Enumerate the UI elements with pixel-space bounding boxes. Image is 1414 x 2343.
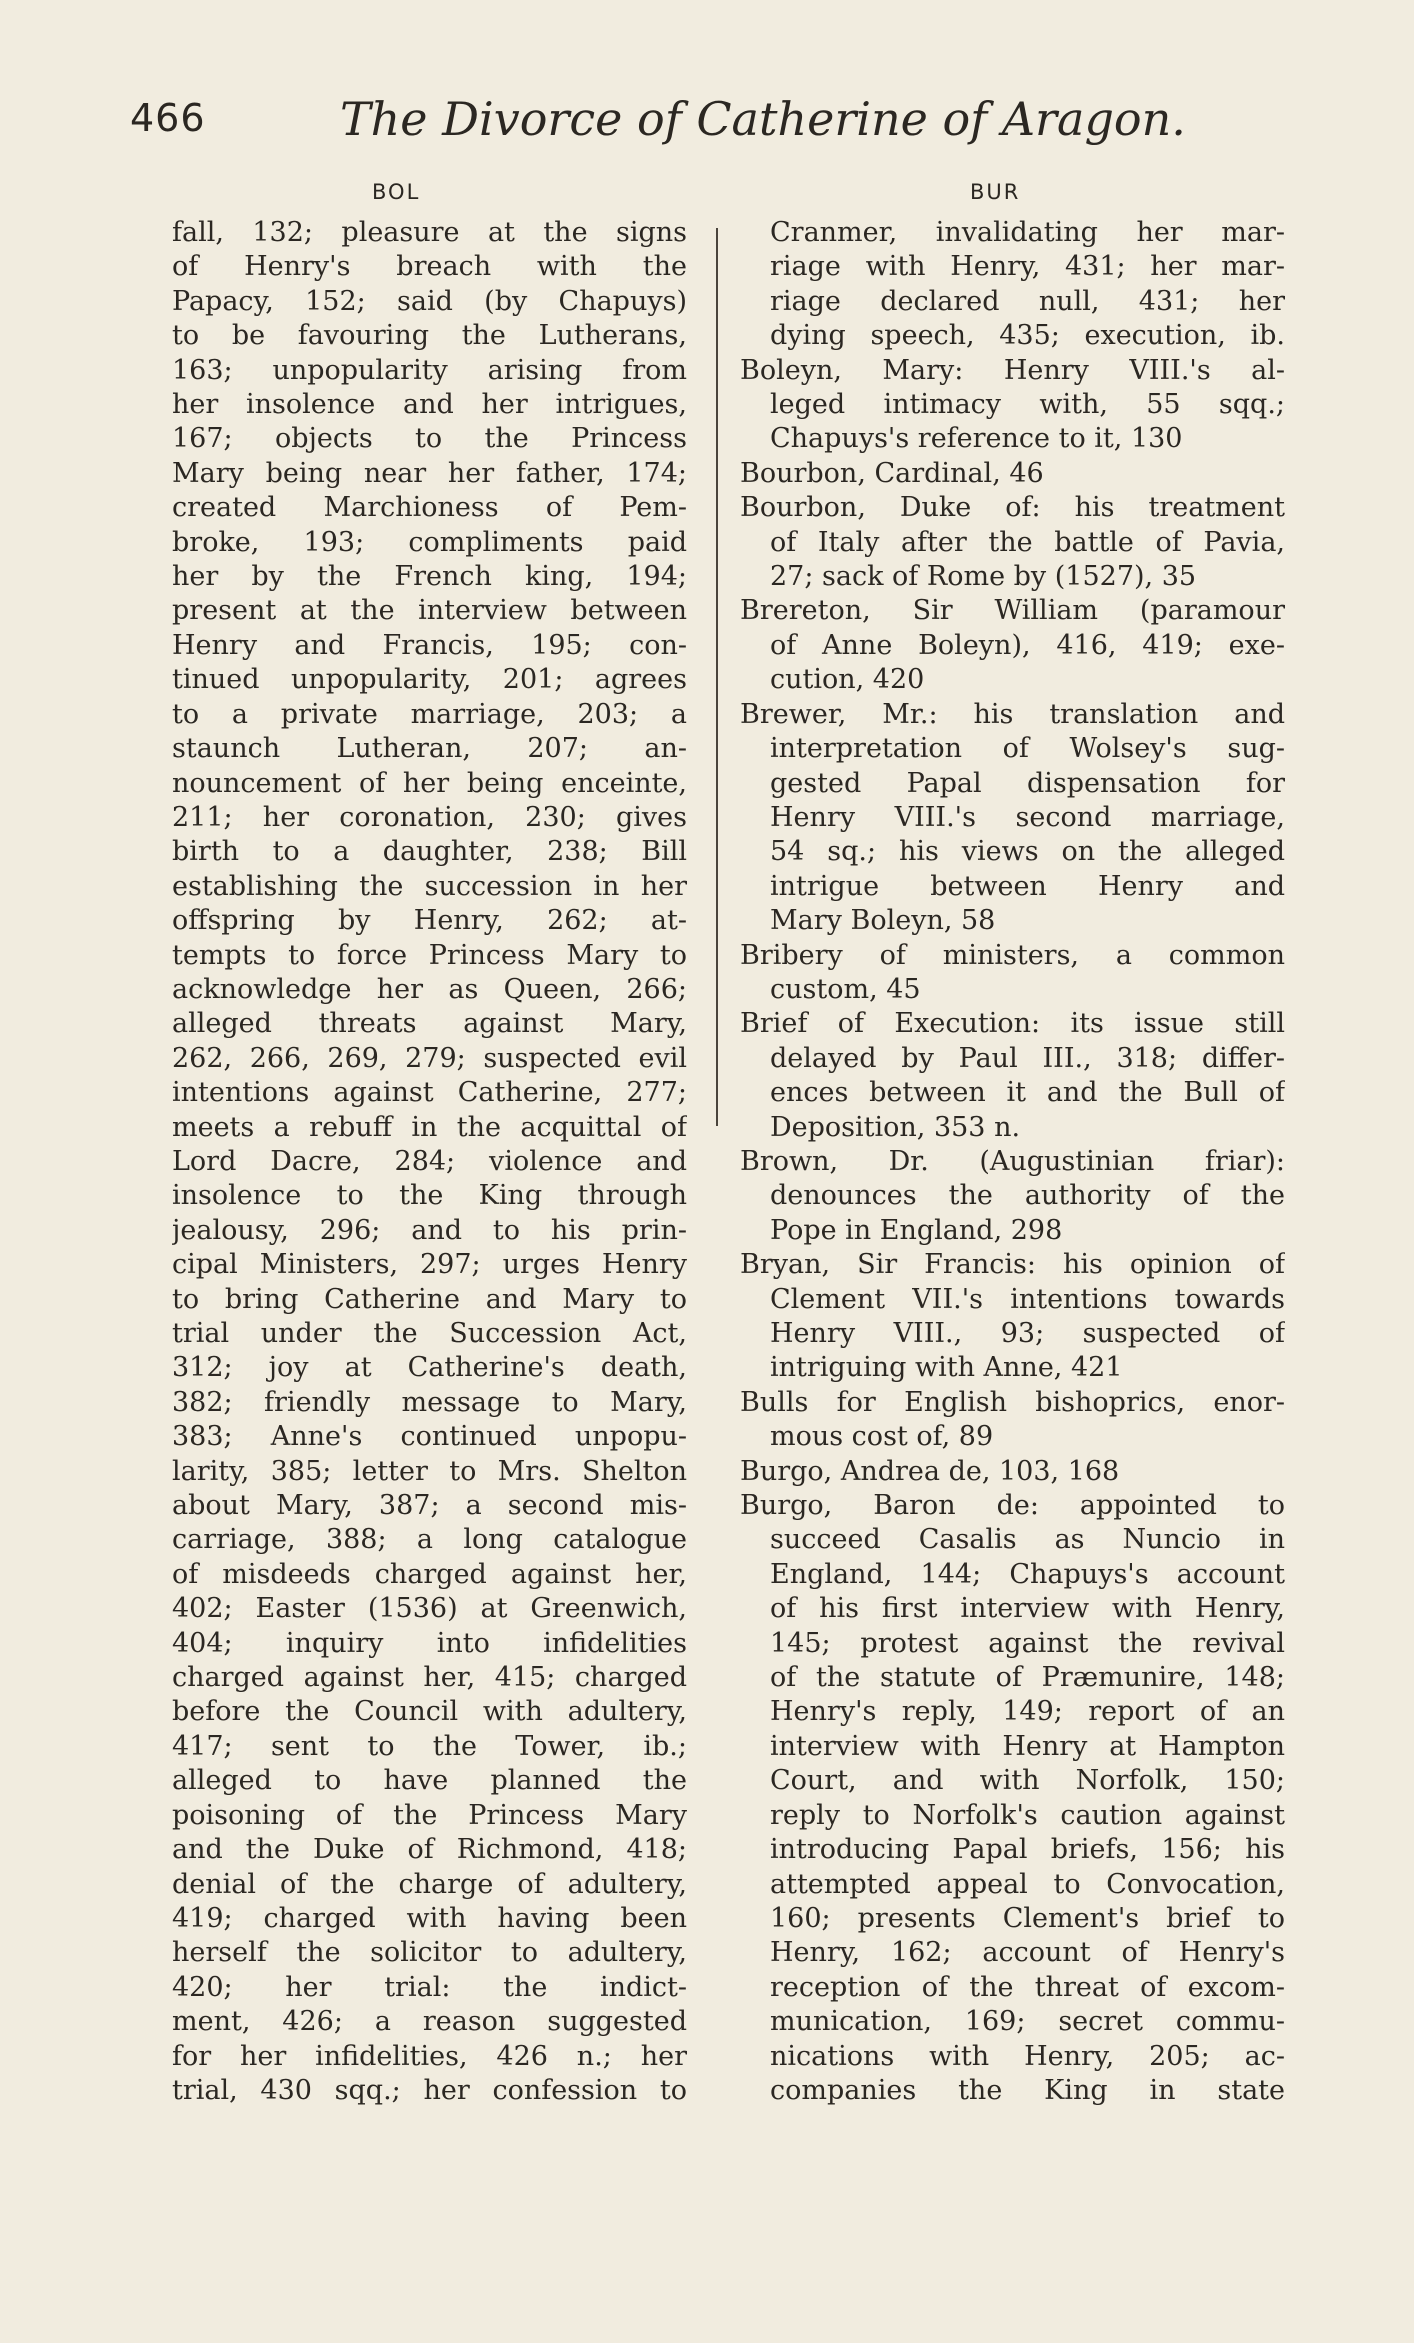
index-line: Bulls for English bishoprics, enor-: [740, 1386, 1285, 1418]
index-line: riage declared null, 431; her: [770, 285, 1285, 317]
index-line: present at the interview between: [172, 595, 687, 627]
index-line: before the Council with adultery,: [172, 1696, 687, 1728]
index-line: interpretation of Wolsey's sug-: [770, 733, 1285, 765]
index-line: denial of the charge of adultery,: [172, 1868, 687, 1900]
index-line: 163; unpopularity arising from: [172, 354, 687, 386]
index-line: fall, 132; pleasure at the signs: [172, 217, 687, 248]
index-line: Brewer, Mr.: his translation and: [740, 698, 1285, 730]
index-line: intentions against Catherine, 277;: [172, 1077, 687, 1109]
index-line: Henry's reply, 149; report of an: [770, 1696, 1285, 1728]
index-line: tinued unpopularity, 201; agrees: [172, 664, 687, 696]
index-line: Burgo, Andrea de, 103, 168: [740, 1455, 1120, 1487]
index-line: about Mary, 387; a second mis-: [172, 1490, 687, 1522]
index-line: nouncement of her being enceinte,: [172, 767, 687, 799]
index-line: companies the King in state: [770, 2074, 1285, 2106]
page-number: 466: [130, 96, 206, 140]
index-line: meets a rebuff in the acquittal of: [172, 1111, 687, 1143]
index-line: ment, 426; a reason suggested: [172, 2006, 687, 2038]
index-line: 419; charged with having been: [172, 1902, 687, 1934]
index-line: Boleyn, Mary: Henry VIII.'s al-: [740, 354, 1285, 386]
index-line: offspring by Henry, 262; at-: [172, 905, 687, 937]
index-line: Henry VIII.'s second marriage,: [770, 801, 1285, 833]
index-line: succeed Casalis as Nuncio in: [770, 1524, 1285, 1556]
index-line: 382; friendly message to Mary,: [172, 1386, 687, 1418]
index-line: Burgo, Baron de: appointed to: [740, 1490, 1285, 1522]
index-line: for her infidelities, 426 n.; her: [172, 2040, 687, 2072]
index-line: Cranmer, invalidating her mar-: [770, 217, 1285, 248]
index-line: 27; sack of Rome by (1527), 35: [770, 561, 1197, 593]
catchword-right: BUR: [970, 180, 1021, 204]
index-line: Mary being near her father, 174;: [172, 457, 687, 489]
index-line: poisoning of the Princess Mary: [172, 1799, 687, 1831]
index-line: Pope in England, 298: [770, 1214, 1063, 1246]
column-divider: [716, 228, 718, 1126]
index-line: charged against her, 415; charged: [172, 1662, 687, 1694]
running-header: [130, 92, 1290, 166]
index-line: and the Duke of Richmond, 418;: [172, 1834, 687, 1866]
index-line: Henry and Francis, 195; con-: [172, 629, 687, 661]
index-line: larity, 385; letter to Mrs. Shelton: [172, 1455, 687, 1487]
index-line: munication, 169; secret commu-: [770, 2006, 1285, 2038]
index-line: jealousy, 296; and to his prin-: [172, 1214, 687, 1246]
index-line: of Henry's breach with the: [172, 251, 687, 283]
index-line: establishing the succession in her: [172, 870, 687, 902]
index-line: 420; her trial: the indict-: [172, 1971, 687, 2003]
index-line: dying speech, 435; execution, ib.: [770, 320, 1285, 352]
index-column-left: [172, 216, 687, 2108]
catchword-left: BOL: [372, 180, 421, 204]
index-line: her insolence and her intrigues,: [172, 389, 687, 421]
index-line: 211; her coronation, 230; gives: [172, 801, 687, 833]
index-line: Henry, 162; account of Henry's: [770, 1937, 1285, 1969]
index-line: intriguing with Anne, 421: [770, 1352, 1123, 1384]
index-line: 167; objects to the Princess: [172, 423, 687, 455]
index-line: 312; joy at Catherine's death,: [172, 1352, 687, 1384]
index-line: 402; Easter (1536) at Greenwich,: [172, 1593, 687, 1625]
index-line: reply to Norfolk's caution against: [770, 1799, 1285, 1831]
index-line: 404; inquiry into infidelities: [172, 1627, 687, 1659]
index-line: interview with Henry at Hampton: [770, 1730, 1285, 1762]
index-line: of his first interview with Henry,: [770, 1593, 1285, 1625]
index-line: birth to a daughter, 238; Bill: [172, 836, 687, 868]
index-line: trial, 430 sqq.; her confession to: [172, 2074, 687, 2106]
index-line: Clement VII.'s intentions towards: [770, 1283, 1285, 1315]
index-line: ences between it and the Bull of: [770, 1077, 1285, 1109]
index-line: 145; protest against the revival: [770, 1627, 1285, 1659]
index-line: Brown, Dr. (Augustinian friar):: [740, 1145, 1285, 1177]
index-line: introducing Papal briefs, 156; his: [770, 1834, 1285, 1866]
index-line: Bourbon, Cardinal, 46: [740, 457, 1044, 489]
index-line: England, 144; Chapuys's account: [770, 1558, 1285, 1590]
index-line: cipal Ministers, 297; urges Henry: [172, 1249, 687, 1281]
index-line: intrigue between Henry and: [770, 870, 1285, 902]
index-line: riage with Henry, 431; her mar-: [770, 251, 1285, 283]
index-line: Bribery of ministers, a common: [740, 939, 1285, 971]
index-line: to be favouring the Lutherans,: [172, 320, 687, 352]
index-line: nications with Henry, 205; ac-: [770, 2040, 1285, 2072]
index-line: 54 sq.; his views on the alleged: [770, 836, 1285, 868]
index-line: to bring Catherine and Mary to: [172, 1283, 687, 1315]
index-line: staunch Lutheran, 207; an-: [172, 733, 687, 765]
index-line: herself the solicitor to adultery,: [172, 1937, 687, 1969]
index-line: Bourbon, Duke of: his treatment: [740, 492, 1285, 524]
index-line: created Marchioness of Pem-: [172, 492, 687, 524]
index-line: of the statute of Præmunire, 148;: [770, 1662, 1285, 1694]
index-line: 383; Anne's continued unpopu-: [172, 1421, 687, 1453]
index-column-right: [740, 216, 1285, 2108]
index-line: trial under the Succession Act,: [172, 1318, 687, 1349]
index-line: Court, and with Norfolk, 150;: [770, 1765, 1285, 1797]
index-line: insolence to the King through: [172, 1180, 687, 1212]
index-line: of Italy after the battle of Pavia,: [770, 526, 1285, 558]
running-title: The Divorce of Catherine of Aragon.: [340, 92, 1186, 146]
index-line: cution, 420: [770, 664, 925, 696]
index-line: Brief of Execution: its issue still: [740, 1008, 1285, 1040]
index-line: 417; sent to the Tower, ib.;: [172, 1730, 687, 1762]
index-line: Mary Boleyn, 58: [770, 905, 996, 937]
index-line: acknowledge her as Queen, 266;: [172, 973, 687, 1005]
index-line: denounces the authority of the: [770, 1180, 1285, 1212]
index-line: Papacy, 152; said (by Chapuys): [172, 285, 687, 317]
index-line: to a private marriage, 203; a: [172, 698, 687, 730]
index-line: Henry VIII., 93; suspected of: [770, 1318, 1285, 1349]
index-line: Chapuys's reference to it, 130: [770, 423, 1183, 455]
index-line: 262, 266, 269, 279; suspected evil: [172, 1042, 687, 1074]
index-line: mous cost of, 89: [770, 1421, 994, 1453]
index-line: her by the French king, 194;: [172, 561, 687, 593]
index-line: carriage, 388; a long catalogue: [172, 1524, 687, 1556]
index-line: custom, 45: [770, 973, 921, 1005]
index-line: attempted appeal to Convocation,: [770, 1868, 1285, 1900]
index-line: of Anne Boleyn), 416, 419; exe-: [770, 629, 1285, 661]
index-line: reception of the threat of excom-: [770, 1971, 1285, 2003]
index-line: delayed by Paul III., 318; differ-: [770, 1042, 1285, 1074]
index-line: of misdeeds charged against her,: [172, 1558, 687, 1590]
index-line: 160; presents Clement's brief to: [770, 1902, 1285, 1934]
index-line: Bryan, Sir Francis: his opinion of: [740, 1249, 1285, 1281]
index-line: broke, 193; compliments paid: [172, 526, 687, 558]
index-line: leged intimacy with, 55 sqq.;: [770, 389, 1285, 421]
index-line: Brereton, Sir William (paramour: [740, 595, 1285, 627]
index-line: tempts to force Princess Mary to: [172, 939, 687, 971]
index-line: gested Papal dispensation for: [770, 767, 1285, 799]
index-line: alleged threats against Mary,: [172, 1008, 687, 1040]
index-line: Lord Dacre, 284; violence and: [172, 1145, 687, 1177]
index-line: alleged to have planned the: [172, 1765, 687, 1797]
index-line: Deposition, 353 n.: [770, 1111, 1021, 1143]
